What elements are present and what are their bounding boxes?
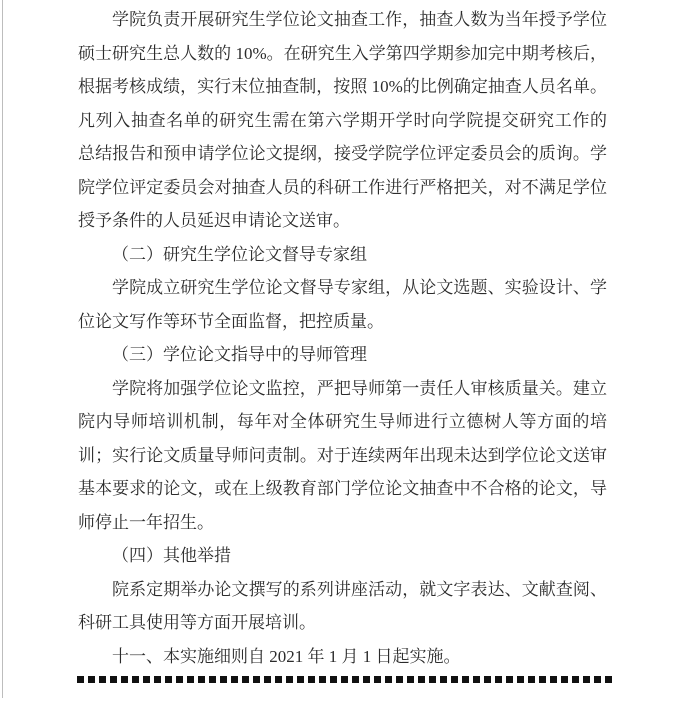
text-line: 师停止一年招生。 (78, 512, 214, 532)
text-line: 根据考核成绩，实行末位抽查制，按照 10%的比例确定抽查人员名单。 (78, 77, 607, 96)
text-line: 十一、本实施细则自 2021 年 1 月 1 日起实施。 (112, 646, 461, 666)
text-line: 院系定期举办论文撰写的系列讲座活动，就文字表达、文献查阅、 (112, 579, 607, 599)
text-line: 学院将加强学位论文监控，严把导师第一责任人审核质量关。建立 (112, 378, 607, 398)
text-line: 凡列入抽查名单的研究生需在第六学期开学时向学院提交研究工作的 (78, 110, 607, 130)
text-line: 训；实行论文质量导师问责制。对于连续两年出现未达到学位论文送审 (78, 445, 607, 465)
text-line: 位论文写作等环节全面监督，把控质量。 (78, 311, 384, 331)
text-line: 院内导师培训机制，每年对全体研究生导师进行立德树人等方面的培 (78, 412, 607, 431)
text-line: 科研工具使用等方面开展培训。 (78, 613, 316, 632)
section-heading: （四）其他举措 (112, 546, 231, 565)
text-line: 基本要求的论文，或在上级教育部门学位论文抽查中不合格的论文，导 (78, 479, 607, 498)
text-line: 授予条件的人员延迟申请论文送审。 (78, 211, 350, 230)
section-heading: （三）学位论文指导中的导师管理 (112, 345, 367, 364)
text-line: 学院负责开展研究生学位论文抽查工作，抽查人数为当年授予学位 (112, 10, 607, 29)
text-line: 学院成立研究生学位论文督导专家组，从论文选题、实验设计、学 (112, 278, 607, 297)
document-body (78, 3, 607, 673)
section-heading: （二）研究生学位论文督导专家组 (112, 244, 367, 264)
text-line: 院学位评定委员会对抽查人员的科研工作进行严格把关，对不满足学位 (78, 177, 607, 197)
text-line: 硕士研究生总人数的 10%。在研究生入学第四学期参加完中期考核后， (78, 43, 607, 63)
dashed-divider (77, 676, 614, 683)
text-line: 总结报告和预申请学位论文提纲，接受学院学位评定委员会的质询。学 (78, 144, 607, 163)
left-edge-rule (2, 0, 3, 698)
